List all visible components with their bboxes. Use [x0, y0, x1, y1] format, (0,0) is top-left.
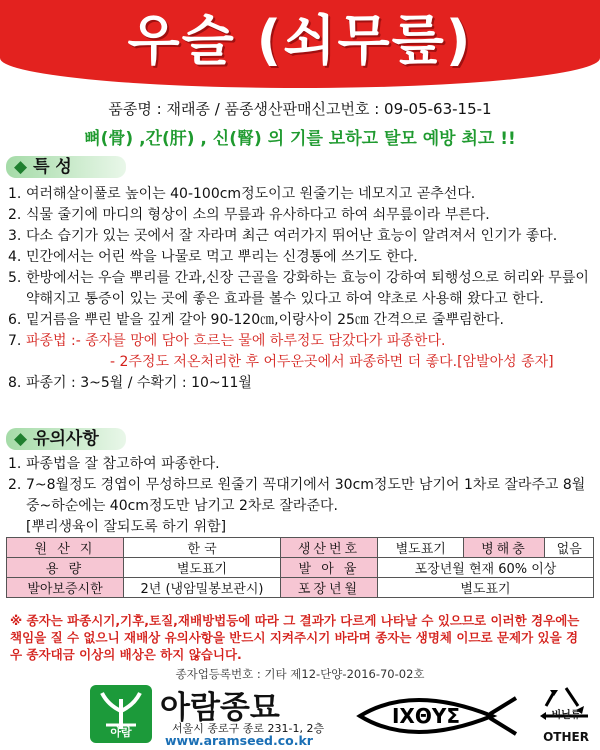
- company-address: 서울시 종로구 종로 231-1, 2층: [172, 722, 325, 735]
- list-item: 5. 한방에서는 우슬 뿌리를 간과,신장 근골을 강화하는 효능이 강하여 퇴행성으로 허리와 무릎이 약해지고 통증이 있는 곳에 좋은 효과를 볼수 있다고 하여 약초로 사용해 왔다고 한다.: [8, 270, 589, 307]
- diamond-icon: ◆: [14, 157, 28, 177]
- list-item: 1. 여러해살이풀로 높이는 40-100cm정도이고 원줄기는 네모지고 곧추선다.: [8, 186, 476, 202]
- recycle-mark: 비닐류 OTHER: [536, 686, 596, 732]
- cautions-heading: [6, 428, 126, 450]
- spec-table: [6, 537, 594, 598]
- header-banner: [0, 0, 600, 88]
- table-row: 용 량 별도표기 발 아 율 포장년월 현재 60% 이상: [7, 558, 594, 578]
- variety-info: 품종명 : 재래종 / 품종생산판매신고번호 : 09-05-63-15-1: [108, 100, 492, 118]
- cautions-list: [8, 454, 592, 538]
- registration-number: 종자업등록번호 : 기타 제12-단양-2016-70-02호: [175, 667, 425, 681]
- table-row: 원 산 지 한 국 생산번호 별도표기 병해충 없음: [7, 538, 594, 558]
- diamond-icon: ◆: [14, 429, 28, 449]
- caution-note: [뿌리생육이 잘되도록 하기 위함]: [26, 519, 227, 535]
- sowing-period: 8. 파종기 : 3~5월 / 수확기 : 10~11월: [8, 375, 252, 391]
- sowing-method: 7. 파종법 : - 종자를 망에 담아 흐르는 물에 하루정도 담갔다가 파종한다.: [8, 333, 446, 349]
- features-heading: [6, 156, 126, 178]
- list-item: 6. 밑거름을 뿌린 밭을 깊게 갈아 90-120㎝,이랑사이 25㎝ 간격으로 줄뿌림한다.: [8, 312, 505, 328]
- company-logo: 아람: [90, 685, 152, 743]
- list-item: 4. 민간에서는 어린 싹을 나물로 먹고 뿌리는 신경통에 쓰기도 한다.: [8, 249, 418, 265]
- warning-text: ※ 종자는 파종시기,기후,토질,재배방법등에 따라 그 결과가 다르게 나타날 수 있으므로 이러한 경우에는 책임을 질 수 없으니 재배상 유의사항을 반드시 지켜주시기 바라며 종자는 생명체 이므로 문제가 있을 경우 종자대금 이상의 배상은 하지 않습니다.: [10, 613, 580, 662]
- cautions-title: 유의사항: [33, 429, 99, 449]
- features-title: 특 성: [33, 157, 72, 177]
- features-list: [8, 184, 592, 394]
- company-name: 아람종묘: [160, 690, 280, 726]
- sowing-method-2: - 2주정도 저온처리한 후 어두운곳에서 파종하면 더 좋다.[암발아성 종자]: [110, 354, 554, 370]
- company-url[interactable]: www.aramseed.co.kr: [165, 733, 313, 748]
- table-row: 발아보증시한 2년 (냉암밀봉보관시) 포장년월 별도표기: [7, 578, 594, 598]
- slogan: 뼈(骨) ,간(肝) , 신(腎) 의 기를 보하고 탈모 예방 최고 !!: [84, 129, 516, 149]
- ichthys-fish-icon: [352, 690, 522, 742]
- list-item: 2. 식물 줄기에 마디의 형상이 소의 무릎과 유사하다고 하여 쇠무릎이라 부른다.: [8, 207, 490, 223]
- list-item: 2. 7~8월정도 경엽이 무성하므로 원줄기 꼭대기에서 30cm정도만 남기어 1차로 잘라주고 8월 중~하순에는 40cm정도만 남기고 2차로 잘라준다.: [8, 477, 586, 514]
- fish-text: IXΘYΣ: [391, 704, 461, 728]
- product-title: 우슬 (쇠무릎): [127, 9, 473, 72]
- list-item: 3. 다소 습기가 있는 곳에서 잘 자라며 최근 여러가지 뛰어난 효능이 알려져서 인기가 좋다.: [8, 228, 558, 244]
- list-item: 1. 파종법을 잘 참고하여 파종한다.: [8, 456, 220, 472]
